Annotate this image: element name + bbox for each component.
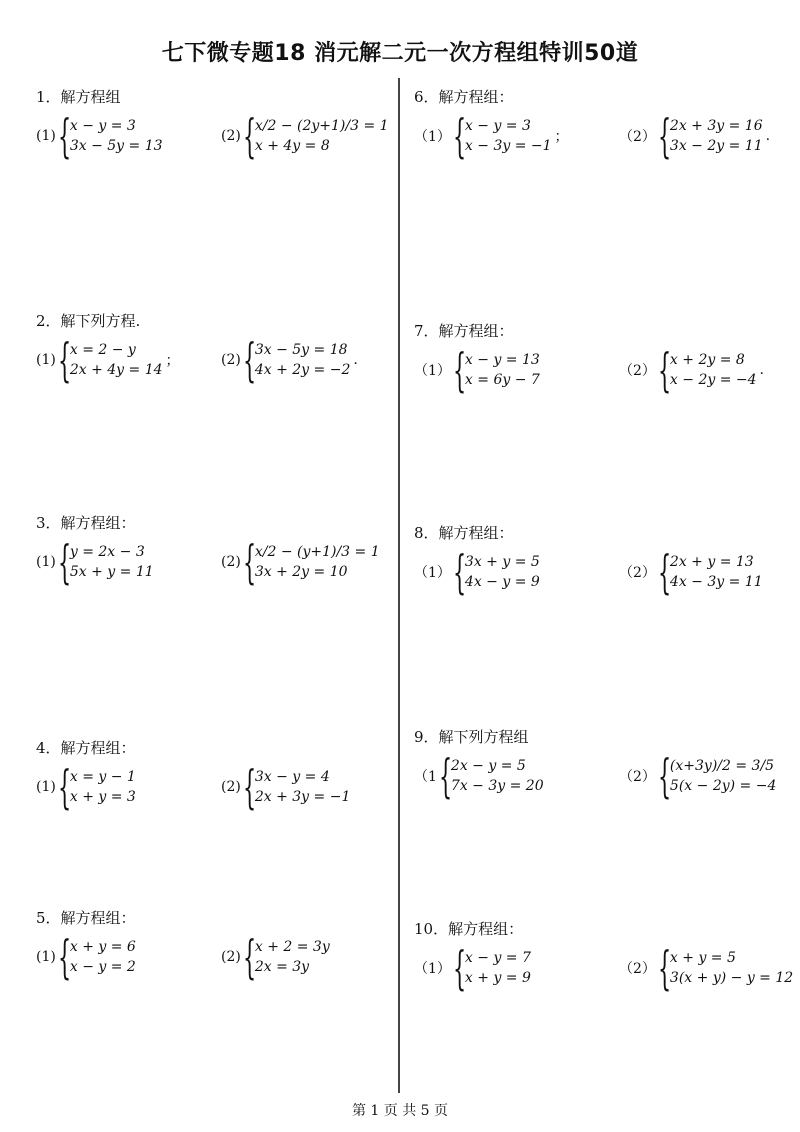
left-brace-icon: { [452,545,467,599]
problem-2 [36,310,426,397]
equations [670,350,757,390]
problem-9 [414,726,800,813]
problem-1 [36,86,426,173]
part-label: (2) [221,352,241,368]
equation-system [619,109,771,163]
equation-system [414,749,544,803]
equation-system [36,535,154,589]
left-brace-icon: { [452,109,467,163]
part-label: (2) [221,949,241,965]
equation: x − y = 7 [464,950,531,966]
left-brace-icon: { [57,930,72,984]
punctuation: ； [554,129,569,145]
left-brace-icon: { [57,535,72,589]
equations [70,116,163,156]
equation: x + 4y = 8 [254,138,330,154]
equations [670,552,763,592]
left-brace-icon: { [657,941,672,995]
part-label: （2） [619,769,656,785]
problem-7 [414,320,800,407]
part-label: （2） [619,961,656,977]
equation: x = 6y − 7 [464,372,540,388]
equations [70,542,154,582]
equation: x + 2 = 3y [254,939,330,955]
punctuation: . [759,362,764,378]
equation: 5(x − 2y) = −4 [669,778,777,794]
equation: 5x + y = 11 [69,564,154,580]
left-brace-icon: { [657,545,672,599]
problem-8 [414,522,800,609]
problem-parts [414,343,800,407]
equation: 3x − 5y = 13 [69,138,163,154]
part-label: （2） [619,565,656,581]
problem-parts [414,545,800,609]
equations [465,350,540,390]
left-brace-icon: { [242,535,257,589]
problem-parts [36,535,426,599]
equations [255,937,330,977]
left-brace-icon: { [57,109,72,163]
equation-system [36,333,180,387]
equation: x/2 − (y+1)/3 = 1 [254,544,380,560]
part-label: (2) [221,779,241,795]
left-brace-icon: { [438,749,453,803]
equation: 4x + 2y = −2 [254,362,351,378]
equation: x + y = 3 [69,789,136,805]
problem-title: 8．解方程组： [414,524,514,542]
part-label: （1） [414,961,451,977]
left-brace-icon: { [452,343,467,397]
equation: 2x + 4y = 14 [69,362,163,378]
part-label: (2) [221,554,241,570]
problem-title: 9．解下列方程组 [414,728,529,746]
equation: x − y = 3 [69,118,136,134]
equation: 4x − 3y = 11 [669,574,763,590]
problem-parts [36,760,426,824]
equation-system [221,930,330,984]
equations [451,756,544,796]
equations [670,948,793,988]
problem-parts [36,930,426,994]
part-label: (2) [221,128,241,144]
equation: 2x + 3y = −1 [254,789,351,805]
equation: 2x + 3y = 16 [669,118,763,134]
equations [70,767,136,807]
equation: (x+3y)/2 = 3/5 [669,758,775,774]
left-brace-icon: { [242,333,257,387]
part-label: (1) [36,949,56,965]
left-brace-icon: { [452,941,467,995]
punctuation: . [353,352,358,368]
left-brace-icon: { [657,749,672,803]
equations [255,767,351,807]
equation: x = y − 1 [69,769,136,785]
equation-system [414,545,540,599]
page-title: 七下微专题18 消元解二元一次方程组特训50道 [161,41,639,66]
problem-title: 2．解下列方程. [36,312,141,330]
punctuation: ； [165,353,180,369]
equation: y = 2x − 3 [69,544,145,560]
problem-title: 4．解方程组： [36,739,136,757]
problem-4 [36,737,426,824]
left-brace-icon: { [57,333,72,387]
part-label: （1） [414,565,451,581]
problem-title: 6．解方程组： [414,88,514,106]
problem-10 [414,918,800,1005]
equation: x/2 − (2y+1)/3 = 1 [254,118,389,134]
part-label: (1) [36,779,56,795]
problem-parts [414,941,800,1005]
left-brace-icon: { [242,109,257,163]
equations [465,948,531,988]
equation: 2x = 3y [254,959,310,975]
equation: 3x − 5y = 18 [254,342,348,358]
equation: 3x + 2y = 10 [254,564,348,580]
equations [670,756,776,796]
problem-title: 7．解方程组： [414,322,514,340]
equation-system [619,545,763,599]
equations [70,937,136,977]
part-label: （2） [619,129,656,145]
problem-parts [414,749,800,813]
equation: x + y = 9 [464,970,531,986]
equation: x − y = 2 [69,959,136,975]
punctuation: . [765,128,771,144]
left-brace-icon: { [657,343,672,397]
equation: 7x − 3y = 20 [450,778,544,794]
part-label: （1） [414,363,451,379]
equation: 3x − y = 4 [254,769,330,785]
equation-system [36,760,136,814]
problem-title: 3．解方程组： [36,514,136,532]
equation: x − 3y = −1 [464,138,552,154]
equation-system [36,930,136,984]
equation-system [414,941,531,995]
problem-6 [414,86,800,173]
equation: 3x + y = 5 [464,554,540,570]
equations [255,542,380,582]
equation-system [414,109,569,163]
equation: 4x − y = 9 [464,574,540,590]
equation-system [619,749,777,803]
problem-5 [36,907,426,994]
equation-system [221,333,358,387]
left-brace-icon: { [242,930,257,984]
equations [465,116,552,156]
equations [465,552,540,592]
equation: x − 2y = −4 [669,372,757,388]
equation-system [414,343,540,397]
equation-system [36,109,163,163]
equation: 2x + y = 13 [669,554,754,570]
problem-title: 5．解方程组： [36,909,136,927]
equations [70,340,163,380]
problem-parts [414,109,800,173]
equations [255,116,389,156]
problem-3 [36,512,426,599]
equation: x = 2 − y [69,342,136,358]
equation: x − y = 13 [464,352,540,368]
part-label: （1） [414,129,451,145]
left-brace-icon: { [57,760,72,814]
problem-title: 10．解方程组： [414,920,524,938]
part-label: (1) [36,128,56,144]
equation: x + 2y = 8 [669,352,745,368]
equations [255,340,351,380]
equation-system [619,941,794,995]
equation: 3(x + y) − y = 12 [669,970,794,986]
part-label: （2） [619,363,656,379]
equation: x + y = 6 [69,939,136,955]
part-label: （1 [414,769,437,785]
problem-parts [36,333,426,397]
left-brace-icon: { [242,760,257,814]
equation-system [221,535,380,589]
equation-system [221,760,351,814]
problem-title: 1．解方程组 [36,88,121,106]
equation: x + y = 5 [669,950,736,966]
part-label: (1) [36,352,56,368]
problem-parts [36,109,426,173]
equation: x − y = 3 [464,118,531,134]
page-footer: 第 1 页 共 5 页 [351,1103,449,1119]
part-label: (1) [36,554,56,570]
equation: 3x − 2y = 11 [669,138,763,154]
equation-system [221,109,389,163]
equation: 2x − y = 5 [450,758,526,774]
left-brace-icon: { [657,109,672,163]
equation-system [619,343,764,397]
equations [670,116,763,156]
